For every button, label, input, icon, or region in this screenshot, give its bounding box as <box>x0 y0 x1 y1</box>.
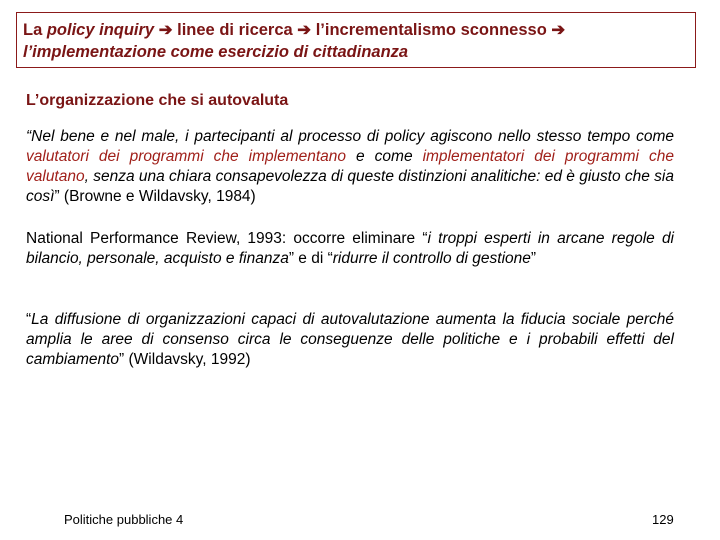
title-line-2: l’implementazione come esercizio di cittadinanza <box>23 43 409 61</box>
p2-text-1: National Performance Review, 1993: occorre eliminare “ <box>26 230 428 247</box>
p2-text-2: ” e di “ <box>288 250 333 267</box>
p3-italic-1: La diffusione di organizzazioni capaci di autovalutazione aumenta la fiducia sociale perché amplia le aree di consenso circa le conseguenze delle politiche e i probabili effetti del cambiamento <box>26 311 674 368</box>
arrow-right-icon: ➔ <box>551 21 566 39</box>
p2-text-3: ” <box>530 250 537 267</box>
p1-citation: ” (Browne e Wildavsky, 1984) <box>54 188 256 205</box>
p2-italic-2: ridurre il controllo di gestione <box>332 250 531 267</box>
p1-highlight-2: implementatori dei programmi che valutano <box>26 148 674 185</box>
title-text-2: linee di ricerca <box>172 21 298 39</box>
p3-text-1: “ <box>26 311 32 328</box>
paragraph-npr <box>26 229 674 269</box>
p1-text-2: e come <box>346 148 423 165</box>
title-text-1: La <box>23 21 47 39</box>
p3-citation: ” (Wildavsky, 1992) <box>119 351 251 368</box>
footer-page-number: 129 <box>652 512 674 527</box>
p1-highlight-1: valutatori dei programmi che implementano <box>26 148 347 165</box>
paragraph-quote-wildavsky <box>26 310 674 370</box>
arrow-right-icon: ➔ <box>297 21 312 39</box>
slide-title <box>16 12 696 68</box>
p1-text-3: , senza una chiara consapevolezza di queste distinzioni analitiche: ed è giusto che sia così <box>26 168 674 205</box>
paragraph-quote-browne <box>26 127 674 207</box>
footer-course-label: Politiche pubbliche 4 <box>64 512 184 527</box>
title-text-3: l’incrementalismo sconnesso <box>311 21 552 39</box>
p2-italic-1: i troppi esperti in arcane regole di bilancio, personale, acquisto e finanza <box>26 230 675 267</box>
p1-text-1: “Nel bene e nel male, i partecipanti al processo di policy agiscono nello stesso tempo come <box>26 128 674 145</box>
section-heading: L’organizzazione che si autovaluta <box>26 92 289 109</box>
arrow-right-icon: ➔ <box>158 21 173 39</box>
title-italic: policy inquiry <box>46 21 155 39</box>
